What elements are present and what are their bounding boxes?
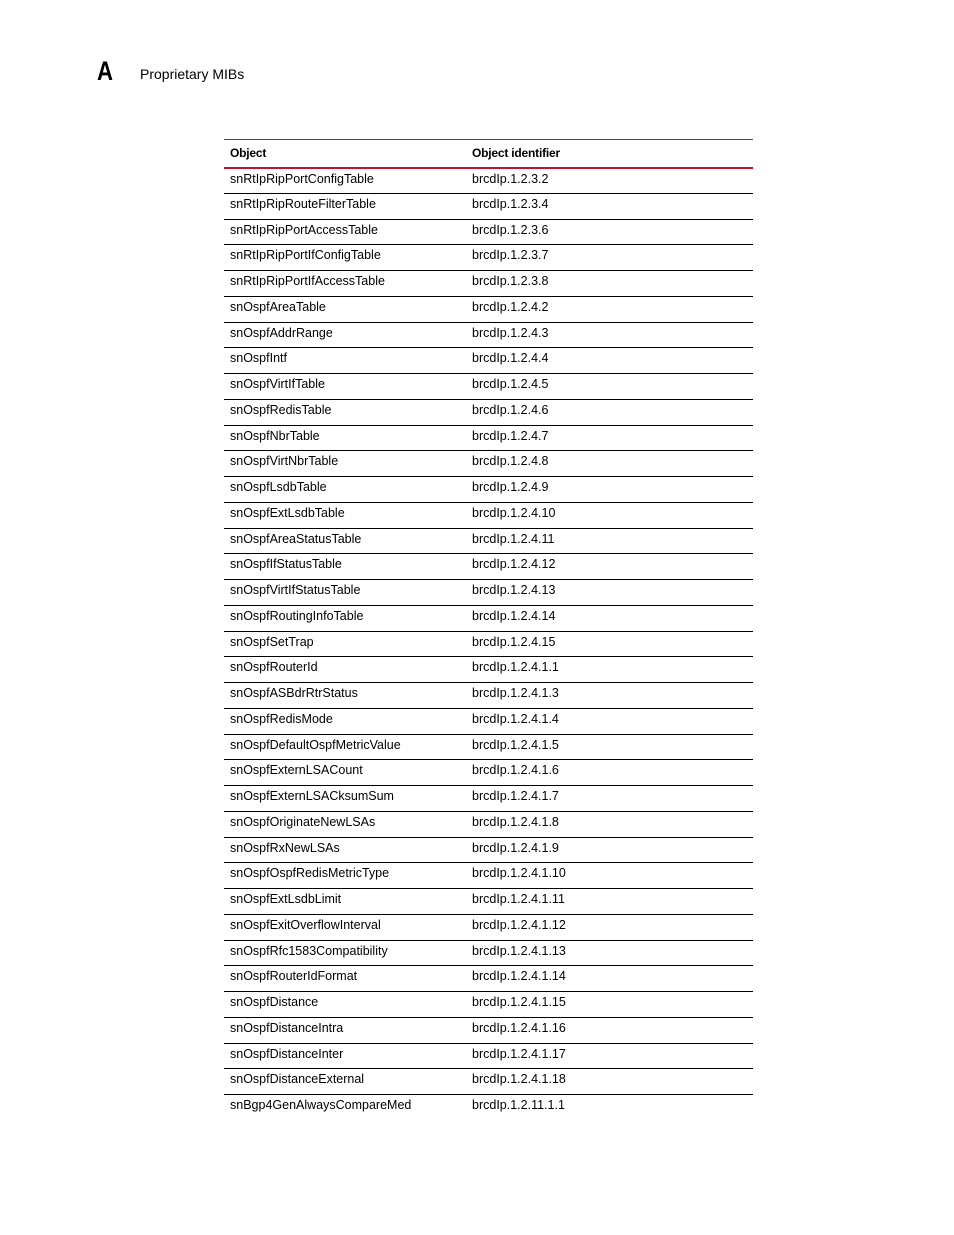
- table-row: [224, 786, 753, 812]
- object-name-cell: snRtIpRipPortConfigTable: [224, 168, 466, 194]
- object-name-cell: snOspfRedisTable: [224, 399, 466, 425]
- object-name-cell: snRtIpRipPortIfAccessTable: [224, 271, 466, 297]
- object-name-cell: snRtIpRipPortAccessTable: [224, 219, 466, 245]
- table-header-row: [224, 140, 753, 168]
- object-name-cell: snOspfRedisMode: [224, 708, 466, 734]
- table-row: [224, 863, 753, 889]
- object-name-cell: snOspfNbrTable: [224, 425, 466, 451]
- object-identifier-cell: brcdIp.1.2.4.1.18: [466, 1069, 753, 1095]
- table-row: [224, 245, 753, 271]
- object-identifier-cell: brcdIp.1.2.4.15: [466, 631, 753, 657]
- object-name-cell: snOspfDefaultOspfMetricValue: [224, 734, 466, 760]
- object-name-cell: snOspfExitOverflowInterval: [224, 914, 466, 940]
- table-row: [224, 580, 753, 606]
- object-name-cell: snOspfExternLSACount: [224, 760, 466, 786]
- object-name-cell: snOspfAddrRange: [224, 322, 466, 348]
- object-identifier-cell: brcdIp.1.2.4.1.5: [466, 734, 753, 760]
- table-row: [224, 657, 753, 683]
- object-identifier-cell: brcdIp.1.2.4.13: [466, 580, 753, 606]
- table-row: [224, 477, 753, 503]
- object-name-cell: snOspfRouterIdFormat: [224, 966, 466, 992]
- object-name-cell: snOspfExtLsdbLimit: [224, 889, 466, 915]
- object-name-cell: snOspfIfStatusTable: [224, 554, 466, 580]
- table-row: [224, 193, 753, 219]
- object-name-cell: snOspfASBdrRtrStatus: [224, 683, 466, 709]
- appendix-letter: A: [97, 56, 113, 86]
- object-identifier-cell: brcdIp.1.2.4.1.9: [466, 837, 753, 863]
- table-row: [224, 837, 753, 863]
- table-row: [224, 1043, 753, 1069]
- object-name-cell: snOspfOriginateNewLSAs: [224, 811, 466, 837]
- table-row: [224, 760, 753, 786]
- object-identifier-cell: brcdIp.1.2.4.3: [466, 322, 753, 348]
- object-identifier-cell: brcdIp.1.2.3.8: [466, 271, 753, 297]
- object-identifier-cell: brcdIp.1.2.4.1.4: [466, 708, 753, 734]
- object-identifier-cell: brcdIp.1.2.4.1.15: [466, 992, 753, 1018]
- section-title: Proprietary MIBs: [140, 66, 245, 82]
- object-name-cell: snBgp4GenAlwaysCompareMed: [230, 1098, 412, 1112]
- table-row: [224, 683, 753, 709]
- object-name-cell: snOspfVirtNbrTable: [224, 451, 466, 477]
- table-row: [224, 992, 753, 1018]
- table-row: [224, 889, 753, 915]
- table-row: [224, 966, 753, 992]
- object-identifier-cell: brcdIp.1.2.3.7: [466, 245, 753, 271]
- object-identifier-cell: brcdIp.1.2.4.8: [466, 451, 753, 477]
- table-row: [224, 605, 753, 631]
- table-row: [224, 502, 753, 528]
- table-row: [224, 451, 753, 477]
- object-name-cell: snOspfAreaStatusTable: [224, 528, 466, 554]
- object-name-cell: snOspfRoutingInfoTable: [224, 605, 466, 631]
- object-name-cell: snOspfDistanceIntra: [224, 1017, 466, 1043]
- object-name-cell: snOspfRxNewLSAs: [224, 837, 466, 863]
- object-identifier-cell: brcdIp.1.2.4.1.14: [466, 966, 753, 992]
- table-row: [224, 271, 753, 297]
- object-identifier-cell: brcdIp.1.2.4.6: [466, 399, 753, 425]
- object-name-cell: snOspfAreaTable: [224, 296, 466, 322]
- object-identifier-cell: brcdIp.1.2.4.2: [466, 296, 753, 322]
- object-identifier-cell: brcdIp.1.2.3.6: [466, 219, 753, 245]
- object-identifier-cell: brcdIp.1.2.4.14: [466, 605, 753, 631]
- table-row: [224, 734, 753, 760]
- object-name-cell: snOspfExternLSACksumSum: [224, 786, 466, 812]
- object-identifier-cell: brcdIp.1.2.4.1.11: [466, 889, 753, 915]
- object-name-cell: snOspfVirtIfTable: [224, 374, 466, 400]
- object-identifier-cell: brcdIp.1.2.4.1.1: [466, 657, 753, 683]
- table-row: [224, 1017, 753, 1043]
- column-header-object-identifier: Object identifier: [466, 140, 753, 168]
- object-identifier-cell: brcdIp.1.2.4.1.17: [466, 1043, 753, 1069]
- column-header-object: Object: [224, 140, 466, 168]
- table-row: [224, 322, 753, 348]
- object-name-cell: snOspfOspfRedisMetricType: [224, 863, 466, 889]
- table-row: [224, 708, 753, 734]
- object-identifier-cell: brcdIp.1.2.4.1.12: [466, 914, 753, 940]
- object-identifier-cell: brcdIp.1.2.4.1.10: [466, 863, 753, 889]
- object-identifier-cell: brcdIp.1.2.4.1.6: [466, 760, 753, 786]
- table-row: [224, 296, 753, 322]
- object-name-cell: snOspfLsdbTable: [224, 477, 466, 503]
- object-identifier-cell: brcdIp.1.2.4.9: [466, 477, 753, 503]
- table-row: [224, 1069, 753, 1095]
- object-identifier-cell: brcdIp.1.2.4.1.7: [466, 786, 753, 812]
- table-row: [224, 168, 753, 194]
- table-body: [224, 168, 753, 1121]
- object-name-cell: snOspfSetTrap: [224, 631, 466, 657]
- object-name-cell: snOspfDistance: [224, 992, 466, 1018]
- object-identifier-cell: brcdIp.1.2.4.12: [466, 554, 753, 580]
- table-row: [224, 631, 753, 657]
- object-name-cell: snOspfExtLsdbTable: [224, 502, 466, 528]
- table-row: [224, 811, 753, 837]
- object-name-cell: snOspfDistanceInter: [224, 1043, 466, 1069]
- object-identifier-cell: brcdIp.1.2.4.1.8: [466, 811, 753, 837]
- object-name-cell: snRtIpRipPortIfConfigTable: [224, 245, 466, 271]
- object-name-cell: snOspfDistanceExternal: [224, 1069, 466, 1095]
- table-row: [224, 399, 753, 425]
- table-row: [224, 914, 753, 940]
- object-identifier-cell: brcdIp.1.2.4.1.16: [466, 1017, 753, 1043]
- object-identifier-cell: brcdIp.1.2.3.4: [466, 193, 753, 219]
- mib-object-table: [224, 139, 753, 1120]
- object-identifier-cell: brcdIp.1.2.4.11: [466, 528, 753, 554]
- object-name-cell: snOspfRouterId: [224, 657, 466, 683]
- object-identifier-cell: brcdIp.1.2.4.1.13: [466, 940, 753, 966]
- object-name-cell: snOspfRfc1583Compatibility: [224, 940, 466, 966]
- object-identifier-cell: brcdIp.1.2.4.5: [466, 374, 753, 400]
- object-identifier-cell: brcdIp.1.2.4.7: [466, 425, 753, 451]
- object-identifier-cell: brcdIp.1.2.4.4: [466, 348, 753, 374]
- object-identifier-cell: brcdIp.1.2.4.10: [466, 502, 753, 528]
- object-name-cell: snOspfVirtIfStatusTable: [224, 580, 466, 606]
- object-name-cell: snOspfIntf: [224, 348, 466, 374]
- object-identifier-cell: brcdIp.1.2.11.1.1: [472, 1098, 565, 1112]
- table-row: [224, 374, 753, 400]
- table-row: [224, 219, 753, 245]
- table-row: [224, 528, 753, 554]
- table-row: [224, 425, 753, 451]
- table-row: [224, 940, 753, 966]
- table-row: [224, 1095, 753, 1121]
- object-identifier-cell: brcdIp.1.2.4.1.3: [466, 683, 753, 709]
- table-row: [224, 348, 753, 374]
- table-row: [224, 554, 753, 580]
- object-name-cell: snRtIpRipRouteFilterTable: [224, 193, 466, 219]
- object-identifier-cell: brcdIp.1.2.3.2: [466, 168, 753, 194]
